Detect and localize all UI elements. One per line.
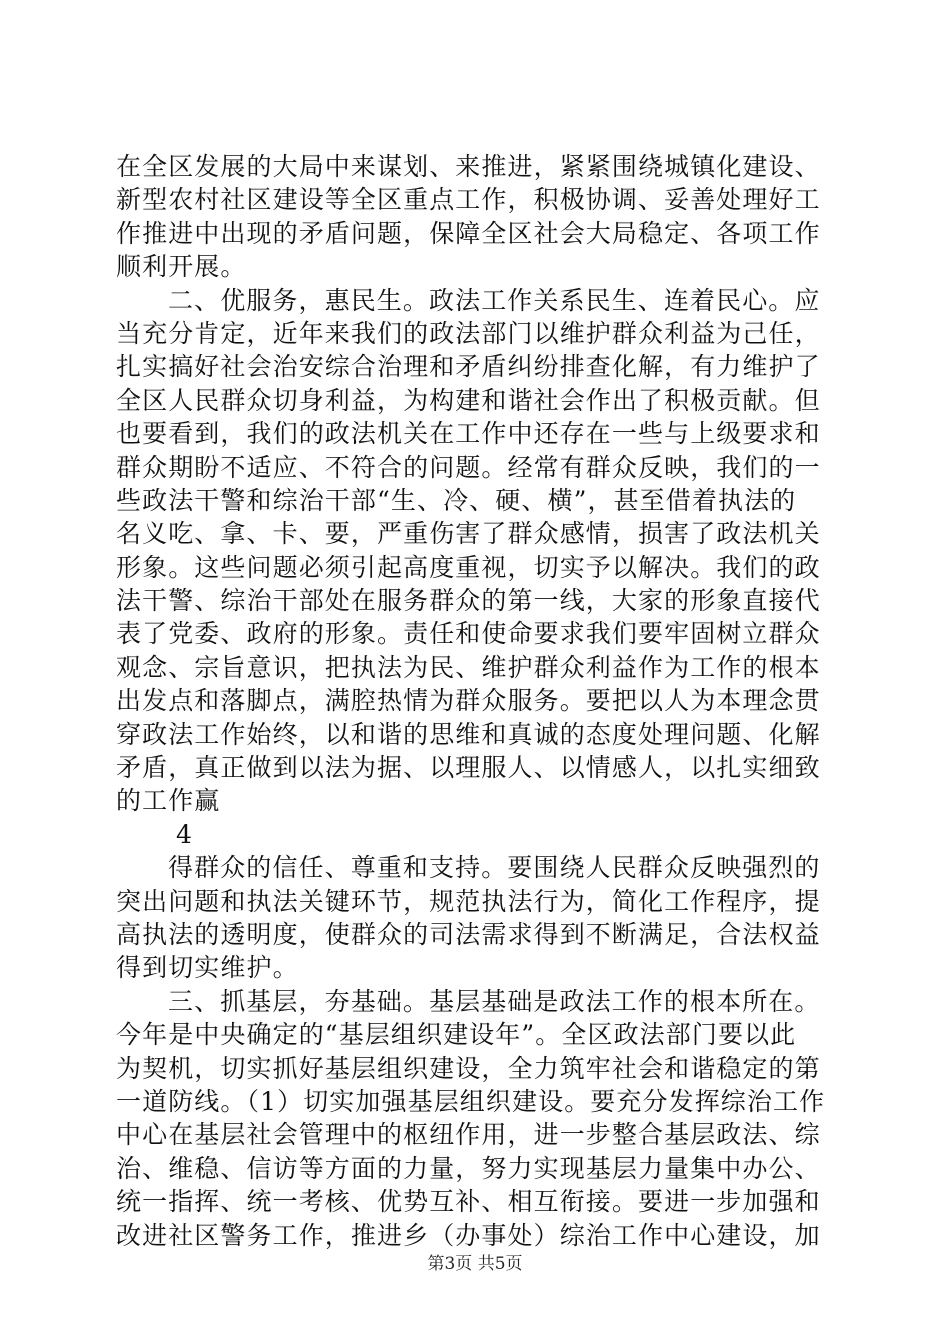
text-line: 改进社区警务工作，推进乡（办事处）综治工作中心建设，加 [116, 1220, 821, 1250]
text-line: 群众期盼不适应、不符合的问题。经常有群众反映，我们的一 [116, 452, 821, 482]
text-line: 穿政法工作始终，以和谐的思维和真诚的态度处理问题、化解 [116, 719, 821, 749]
text-line: 扎实搞好社会治安综合治理和矛盾纠纷排查化解，有力维护了 [116, 352, 821, 382]
text-line: 为契机，切实抓好基层组织建设，全力筑牢社会和谐稳定的第 [116, 1053, 821, 1083]
text-line: 作推进中出现的矛盾问题，保障全区社会大局稳定、各项工作 [116, 218, 821, 248]
text-line: 出发点和落脚点，满腔热情为群众服务。要把以人为本理念贯 [116, 686, 821, 716]
document-body [116, 150, 836, 1252]
text-line: 也要看到，我们的政法机关在工作中还存在一些与上级要求和 [116, 419, 821, 449]
text-line: 表了党委、政府的形象。责任和使命要求我们要牢固树立群众 [116, 619, 821, 649]
text-line: 得群众的信任、尊重和支持。要围绕人民群众反映强烈的 [168, 853, 821, 883]
text-line: 些政法干警和综治干部“生、冷、硬、横”，甚至借着执法的 [116, 485, 797, 515]
text-line: 顺利开展。 [116, 252, 247, 282]
text-line: 新型农村社区建设等全区重点工作，积极协调、妥善处理好工 [116, 185, 821, 215]
text-line: 治、维稳、信访等方面的力量，努力实现基层力量集中办公、 [116, 1153, 821, 1183]
inline-page-number: 4 [176, 819, 192, 849]
text-line: 一道防线。（1）切实加强基层组织建设。要充分发挥综治工作 [116, 1086, 826, 1116]
text-line: 今年是中央确定的“基层组织建设年”。全区政法部门要以此 [116, 1020, 797, 1050]
text-line: 在全区发展的大局中来谋划、来推进，紧紧围绕城镇化建设、 [116, 152, 821, 181]
text-line: 名义吃、拿、卡、要，严重伤害了群众感情，损害了政法机关 [116, 519, 821, 549]
page-footer: 第3页 共5页 [427, 1254, 523, 1274]
text-line: 中心在基层社会管理中的枢纽作用，进一步整合基层政法、综 [116, 1120, 821, 1150]
text-line: 当充分肯定，近年来我们的政法部门以维护群众利益为己任， [116, 318, 821, 348]
text-line: 得到切实维护。 [116, 953, 299, 983]
text-line: 突出问题和执法关键环节，规范执法行为，简化工作程序，提 [116, 886, 821, 916]
text-line: 法干警、综治干部处在服务群众的第一线，大家的形象直接代 [116, 586, 821, 616]
text-line: 三、抓基层，夯基础。基层基础是政法工作的根本所在。 [168, 986, 821, 1016]
text-line: 的工作赢 [116, 786, 221, 816]
text-line: 观念、宗旨意识，把执法为民、维护群众利益作为工作的根本 [116, 652, 821, 682]
text-line: 矛盾，真正做到以法为据、以理服人、以情感人，以扎实细致 [116, 753, 821, 783]
text-line: 统一指挥、统一考核、优势互补、相互衔接。要进一步加强和 [116, 1187, 821, 1217]
text-line: 全区人民群众切身利益，为构建和谐社会作出了积极贡献。但 [116, 385, 821, 415]
text-line: 形象。这些问题必须引起高度重视，切实予以解决。我们的政 [116, 552, 821, 582]
text-line: 二、优服务，惠民生。政法工作关系民生、连着民心。应 [168, 285, 821, 315]
text-line: 高执法的透明度，使群众的司法需求得到不断满足，合法权益 [116, 919, 821, 949]
